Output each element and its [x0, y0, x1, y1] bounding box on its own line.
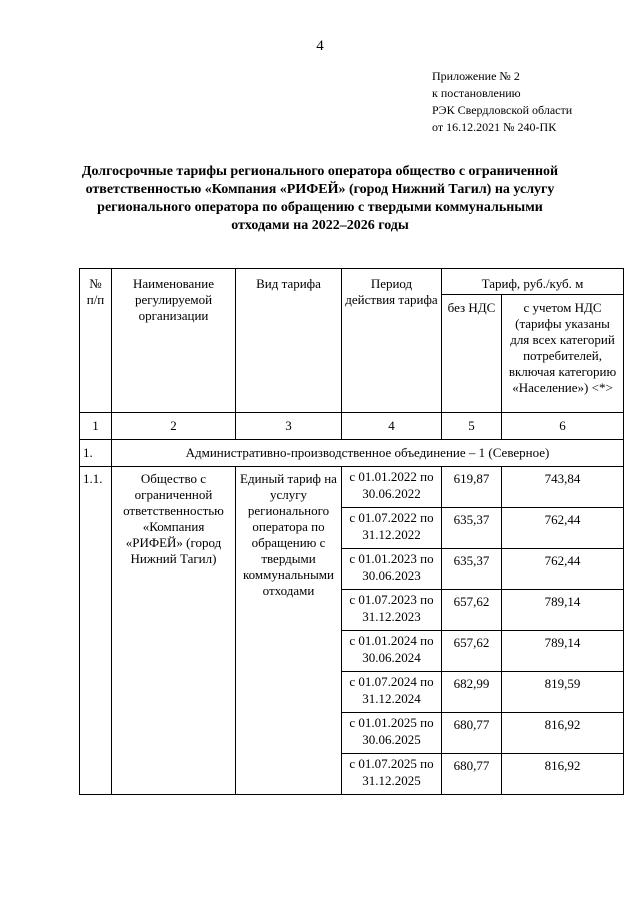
period-to: 31.12.2024: [362, 691, 421, 706]
header-period: Период действия тарифа: [342, 269, 442, 413]
header-org: Наименование регулируемой организации: [112, 269, 236, 413]
period-to: 31.12.2025: [362, 773, 421, 788]
tariff-without-vat: 619,87: [442, 467, 502, 508]
period-cell: [342, 549, 442, 590]
tariff-table: [79, 268, 624, 795]
tariff-without-vat: 657,62: [442, 590, 502, 631]
appendix-note: [432, 68, 572, 136]
period-to: 31.12.2023: [362, 609, 421, 624]
appendix-line-4: от 16.12.2021 № 240-ПК: [432, 120, 557, 134]
appendix-line-2: к постановлению: [432, 86, 521, 100]
header-row: [80, 269, 624, 295]
section-num: 1.: [80, 440, 112, 467]
column-number: 4: [342, 413, 442, 440]
period-from: с 01.01.2022 по: [349, 469, 434, 484]
tariff-without-vat: 682,99: [442, 672, 502, 713]
section-row: [80, 440, 624, 467]
tariff-with-vat: 816,92: [502, 713, 624, 754]
period-cell: [342, 508, 442, 549]
header-tariff: Тариф, руб./куб. м: [442, 269, 624, 295]
title-line-1: Долгосрочные тарифы регионального оператора общество с ограниченной: [81, 164, 559, 179]
period-cell: [342, 713, 442, 754]
tariff-with-vat: 789,14: [502, 631, 624, 672]
period-from: с 01.01.2024 по: [349, 633, 434, 648]
title-line-2: ответственностью «Компания «РИФЕЙ» (город Нижний Тагил) на услугу: [85, 182, 555, 197]
tariff-with-vat: 762,44: [502, 549, 624, 590]
period-cell: [342, 467, 442, 508]
tariff-without-vat: 635,37: [442, 508, 502, 549]
tariff-with-vat: 789,14: [502, 590, 624, 631]
column-number: 3: [236, 413, 342, 440]
period-to: 30.06.2022: [362, 486, 421, 501]
table-row: [80, 467, 624, 508]
title-line-3: регионального оператора по обращению с твердыми коммунальными: [97, 200, 543, 215]
tariff-with-vat: 816,92: [502, 754, 624, 795]
tariff-without-vat: 657,62: [442, 631, 502, 672]
column-number: 1: [80, 413, 112, 440]
period-from: с 01.07.2024 по: [349, 674, 434, 689]
entry-num: 1.1.: [80, 467, 112, 795]
header-num: № п/п: [80, 269, 112, 413]
column-number-row: [80, 413, 624, 440]
page-number: 4: [316, 38, 324, 54]
period-from: с 01.01.2023 по: [349, 551, 434, 566]
tariff-with-vat: 819,59: [502, 672, 624, 713]
document-title: [70, 163, 570, 235]
entry-org: Общество с ограниченной ответственностью «Компания «РИФЕЙ» (город Нижний Тагил): [112, 467, 236, 795]
tariff-with-vat: 743,84: [502, 467, 624, 508]
appendix-line-3: РЭК Свердловской области: [432, 103, 573, 117]
section-label: Административно-производственное объединение – 1 (Северное): [112, 440, 624, 467]
title-line-4: отходами на 2022–2026 годы: [231, 218, 409, 233]
period-cell: [342, 754, 442, 795]
period-to: 31.12.2022: [362, 527, 421, 542]
appendix-line-1: Приложение № 2: [432, 69, 520, 83]
period-to: 30.06.2023: [362, 568, 421, 583]
header-with-vat: с учетом НДС (тарифы указаны для всех категорий потребителей, включая категорию «Население») <*>: [502, 295, 624, 413]
period-cell: [342, 590, 442, 631]
column-number: 6: [502, 413, 624, 440]
period-from: с 01.07.2022 по: [349, 510, 434, 525]
tariff-without-vat: 635,37: [442, 549, 502, 590]
column-number: 2: [112, 413, 236, 440]
tariff-without-vat: 680,77: [442, 754, 502, 795]
period-from: с 01.07.2025 по: [349, 756, 434, 771]
column-number: 5: [442, 413, 502, 440]
period-from: с 01.07.2023 по: [349, 592, 434, 607]
period-from: с 01.01.2025 по: [349, 715, 434, 730]
header-without-vat: без НДС: [442, 295, 502, 413]
tariff-without-vat: 680,77: [442, 713, 502, 754]
header-type: Вид тарифа: [236, 269, 342, 413]
entry-tariff-type: Единый тариф на услугу регионального оператора по обращению с твердыми коммунальными отходами: [236, 467, 342, 795]
period-to: 30.06.2024: [362, 650, 421, 665]
period-cell: [342, 631, 442, 672]
tariff-with-vat: 762,44: [502, 508, 624, 549]
period-to: 30.06.2025: [362, 732, 421, 747]
period-cell: [342, 672, 442, 713]
